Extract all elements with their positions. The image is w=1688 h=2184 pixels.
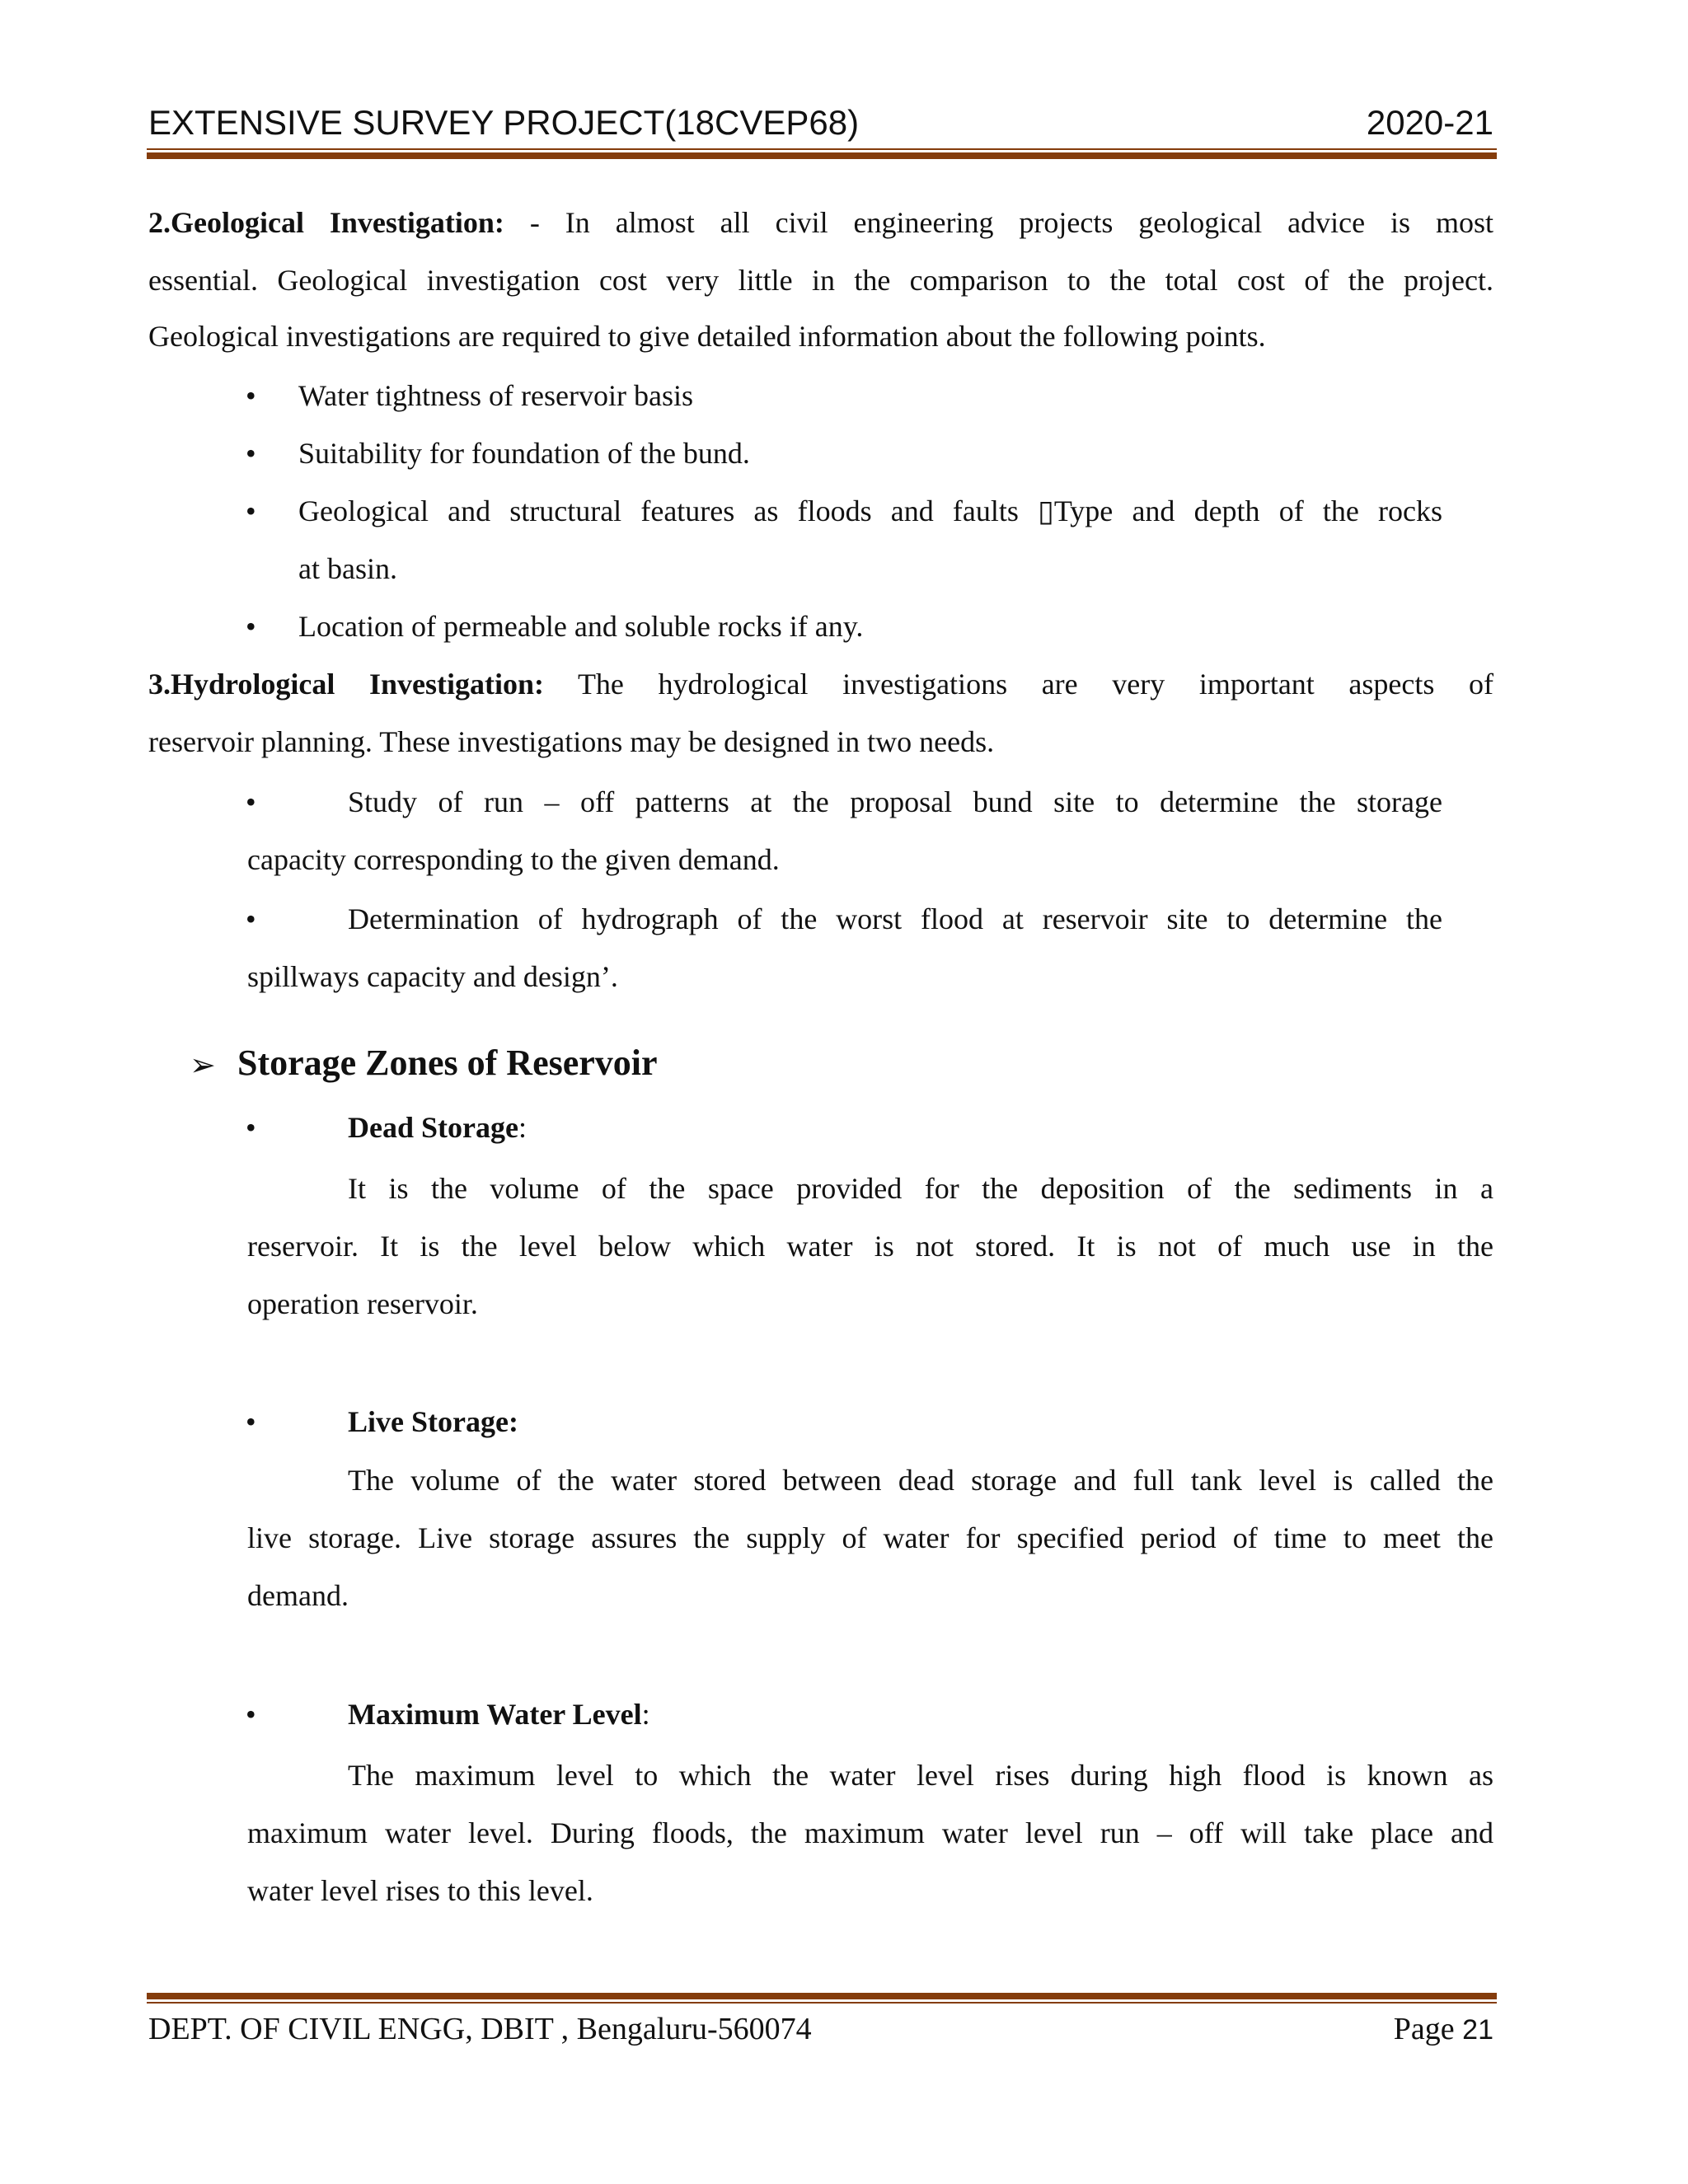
bullet-glyph: • (246, 785, 256, 818)
hydrological-bullet-2: Determination of hydrograph of the worst flood at reservoir site to determine the (348, 902, 1442, 935)
dead-storage-label: Dead Storage (348, 1111, 518, 1144)
storage-zones-heading: Storage Zones of Reservoir (237, 1043, 658, 1083)
hydrological-bullet-1-cont: capacity corresponding to the given demand. (247, 843, 780, 876)
header-rule-thick (147, 152, 1497, 159)
mwl-label: Maximum Water Level (348, 1698, 642, 1731)
bullet-glyph: • (246, 494, 256, 527)
bullet-glyph: • (246, 1698, 256, 1731)
footer-rule-thick (147, 1993, 1497, 1999)
hydrological-line-1 (148, 668, 1493, 701)
geological-bullet-2: Suitability for foundation of the bund. (298, 437, 750, 470)
dead-storage-line-2: reservoir. It is the level below which water is not stored. It is not of much use in the (247, 1230, 1493, 1263)
bullet-glyph: • (246, 902, 256, 935)
hydrological-bullet-1: Study of run – off patterns at the proposal bund site to determine the storage (348, 785, 1442, 818)
geological-line-1 (148, 206, 1493, 239)
hydrological-line-1-text: The hydrological investigations are very important aspects of (577, 668, 1493, 701)
footer-rule-thin (147, 2002, 1497, 2004)
footer-page-number: 21 (1462, 2014, 1493, 2046)
geological-line-3: Geological investigations are required to give detailed information about the following points. (148, 320, 1266, 353)
mwl-line-1: The maximum level to which the water level rises during high flood is known as (348, 1759, 1493, 1792)
dead-storage-title (348, 1111, 527, 1144)
footer-page-label: Page (1393, 2012, 1455, 2046)
header-rule-thin (147, 148, 1497, 150)
bullet-glyph: • (246, 379, 256, 412)
geological-bullet-3-cont: at basin. (298, 552, 397, 585)
header-title: EXTENSIVE SURVEY PROJECT(18CVEP68) (148, 103, 860, 142)
arrow-bullet-icon: ➢ (190, 1048, 216, 1083)
mwl-line-3: water level rises to this level. (247, 1874, 593, 1907)
geological-bullet-3: Geological and structural features as floods and faults ▯Type and depth of the rocks (298, 494, 1442, 527)
live-storage-title: Live Storage: (348, 1405, 518, 1438)
geological-bullet-1: Water tightness of reservoir basis (298, 379, 693, 412)
hydrological-bullet-2-cont: spillways capacity and design’. (247, 960, 618, 993)
mwl-line-2: maximum water level. During floods, the maximum water level run – off will take place and (247, 1816, 1493, 1849)
geological-line-2: essential. Geological investigation cost very little in the comparison to the total cost of the project. (148, 264, 1493, 297)
dead-storage-line-1: It is the volume of the space provided for the deposition of the sediments in a (348, 1172, 1493, 1205)
bullet-glyph: • (246, 610, 256, 643)
live-storage-line-3: demand. (247, 1579, 349, 1612)
live-storage-line-2: live storage. Live storage assures the supply of water for specified period of time to meet the (247, 1521, 1493, 1554)
bullet-glyph: • (246, 437, 256, 470)
hydrological-heading: 3.Hydrological Investigation: (148, 668, 544, 701)
dead-storage-line-3: operation reservoir. (247, 1287, 478, 1320)
footer-dept: DEPT. OF CIVIL ENGG, DBIT , Bengaluru-560074 (148, 2012, 812, 2046)
header-year: 2020-21 (1366, 103, 1493, 142)
dead-storage-colon: : (518, 1111, 527, 1144)
mwl-colon: : (641, 1698, 650, 1731)
live-storage-line-1: The volume of the water stored between dead storage and full tank level is called the (348, 1464, 1493, 1497)
geological-heading: 2.Geological Investigation: (148, 206, 504, 239)
mwl-title (348, 1698, 650, 1731)
geological-line-1-text: - In almost all civil engineering projects geological advice is most (529, 206, 1494, 239)
footer-page (1394, 2011, 1493, 2047)
bullet-glyph: • (246, 1111, 256, 1144)
geological-bullet-4: Location of permeable and soluble rocks if any. (298, 610, 864, 643)
hydrological-line-2: reservoir planning. These investigations may be designed in two needs. (148, 725, 995, 758)
bullet-glyph: • (246, 1405, 256, 1438)
page-header (148, 103, 1493, 152)
page-footer (148, 2011, 1493, 2052)
